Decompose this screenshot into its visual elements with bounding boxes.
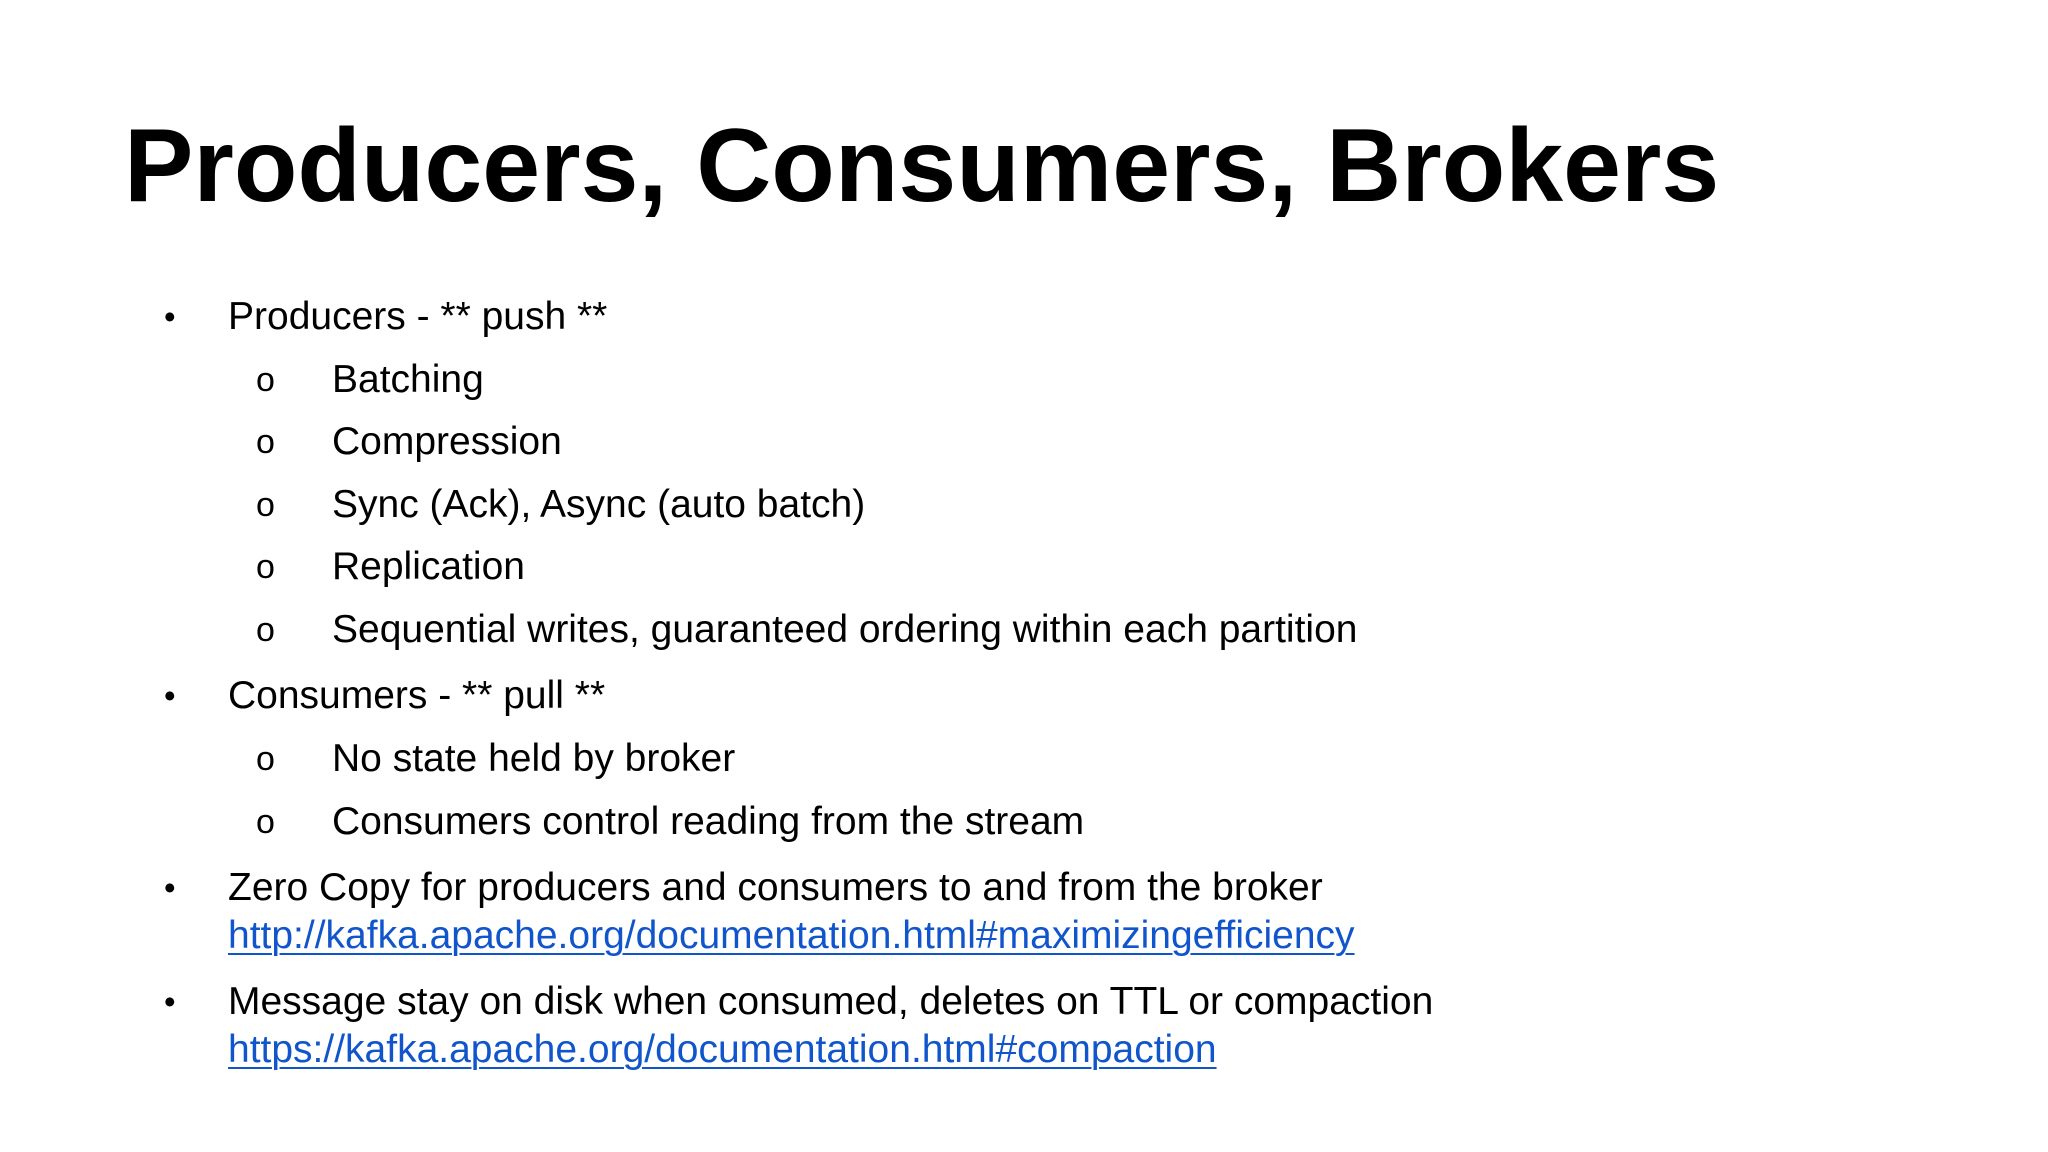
bullet-item-consumers: Consumers - ** pull ** (228, 674, 606, 717)
bullet-marker: • (164, 869, 176, 906)
slide-title: Producers, Consumers, Brokers (124, 108, 1720, 224)
sub-item-no-state: No state held by broker (332, 737, 736, 780)
bullet-marker: • (164, 983, 176, 1020)
bullet-item-producers: Producers - ** push ** (228, 295, 608, 338)
sub-bullet-marker: o (256, 548, 275, 586)
sub-item-replication: Replication (332, 545, 525, 588)
sub-bullet-marker: o (256, 803, 275, 841)
sub-bullet-marker: o (256, 423, 275, 461)
sub-item-batching: Batching (332, 358, 484, 401)
sub-bullet-marker: o (256, 740, 275, 778)
sub-item-consumers-control: Consumers control reading from the stream (332, 800, 1085, 843)
sub-bullet-marker: o (256, 361, 275, 399)
sub-item-compression: Compression (332, 420, 562, 463)
link-maximizing-efficiency[interactable]: http://kafka.apache.org/documentation.html#maximizingefficiency (228, 914, 1355, 957)
sub-item-sequential-writes: Sequential writes, guaranteed ordering within each partition (332, 608, 1358, 651)
sub-bullet-marker: o (256, 611, 275, 649)
sub-bullet-marker: o (256, 486, 275, 524)
bullet-marker: • (164, 298, 176, 335)
bullet-item-message-disk: Message stay on disk when consumed, deletes on TTL or compaction (228, 980, 1434, 1023)
sub-item-sync-async: Sync (Ack), Async (auto batch) (332, 483, 866, 526)
bullet-marker: • (164, 677, 176, 714)
bullet-item-zero-copy: Zero Copy for producers and consumers to and from the broker (228, 866, 1323, 909)
link-compaction[interactable]: https://kafka.apache.org/documentation.html#compaction (228, 1028, 1217, 1071)
